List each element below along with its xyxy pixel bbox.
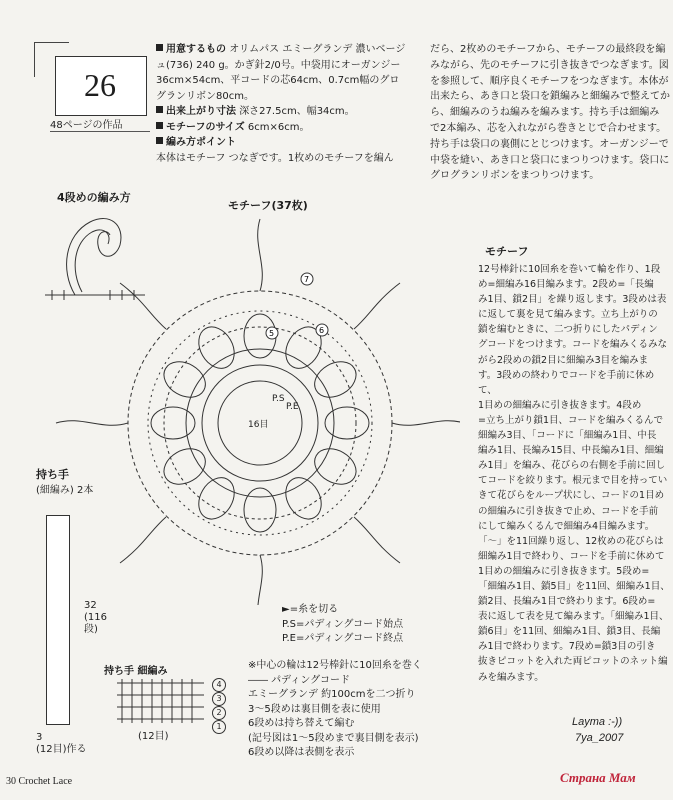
row-marker-2: 2 xyxy=(212,706,226,720)
text-line: 細編み1目で終わり、コードを手前に休めて xyxy=(478,550,665,562)
materials-text: オリムパス エミーグランデ 濃いベージュ(736) 240 g。かぎ針2/0号。中袋用にオーガンジー36cm×54cm、平コードの芯64cm、0.7cm幅のグログランリボン80cm。 xyxy=(156,44,406,102)
text-line: みを編みます。 xyxy=(478,671,544,683)
text-line: 1目めの細編みに引き抜きます。5段め= xyxy=(478,565,650,577)
text-line: にして編みくるんで細編み4目編みます。 xyxy=(478,520,655,532)
handle-chart-title: 持ち手 細編み xyxy=(104,666,168,677)
text-line: で2本編み、芯を入れながら巻きとじで合わせます。 xyxy=(430,122,667,134)
row4-title: 4段めの編み方 xyxy=(57,191,131,204)
text-line: の細編みに引き抜きで止め、コードを手前 xyxy=(478,505,659,517)
text-line: に返して裏を見て編みます。立ち上がりの xyxy=(478,309,658,321)
legend-line: (記号図は1〜5段めまで裏目側を表示) xyxy=(248,732,419,744)
pattern-number: 26 xyxy=(84,67,116,103)
text-line: 鎖6目」を11回、細編み1目、鎖3目、長編 xyxy=(478,626,661,638)
text-line: 表に返して表を見て編みます。「細編み1目、 xyxy=(478,611,669,623)
legend-line: 3〜5段めは裏目側を表に使用 xyxy=(248,703,381,715)
text-line: み1目」を編み、花びらの右側を手前に回し xyxy=(478,460,666,472)
text-line: 鎖2目、長編み1目で終わります。6段め= xyxy=(478,596,656,608)
handle-chart-width: (12目) xyxy=(138,731,169,742)
text-line: 中袋を縫い、あき口と袋口にまつりつけます。袋口に xyxy=(430,154,670,166)
text-line: =立ち上がり鎖1目、コードを編みくるんで xyxy=(478,414,664,426)
watermark: Страна Мам xyxy=(560,770,636,785)
motif-instructions xyxy=(478,262,670,685)
row-marker-1: 1 xyxy=(212,720,226,734)
page-footer: 30 Crochet Lace xyxy=(6,776,73,787)
text-line: きて花びらをループ状にし、コードの1目め xyxy=(478,490,665,502)
motif-size-label: モチーフのサイズ xyxy=(166,121,245,133)
text-line: みながら、先のモチーフに引き抜きでつなぎます。図 xyxy=(430,59,669,71)
header-rule xyxy=(50,131,150,132)
handle-strip xyxy=(46,515,70,725)
center-note xyxy=(248,659,478,761)
legend-line: ►=糸を切る xyxy=(282,604,339,615)
materials-block xyxy=(156,42,408,166)
ps-label: P.S xyxy=(272,394,285,404)
finished-size-label: 出来上がり寸法 xyxy=(166,106,236,117)
motif-diagram xyxy=(40,205,460,605)
motif-instructions-title: モチーフ xyxy=(485,245,529,258)
legend-line: P.E=パディングコード終点 xyxy=(282,633,404,644)
continuation-text xyxy=(430,42,673,184)
finished-size-text: 深さ27.5cm、幅34cm。 xyxy=(239,106,355,117)
legend-line: 6段め以降は表側を表示 xyxy=(248,747,355,758)
page-reference: 48ページの作品 xyxy=(50,120,123,131)
text-line: 12号棒針に10回糸を巻いて輪を作り、1段 xyxy=(478,264,661,275)
text-line: 「〜」を11回繰り返し、12枚めの花びらは xyxy=(478,535,664,547)
text-line: 細編み3目、「コードに「細編み1目、中長 xyxy=(478,430,657,442)
text-line: 編み1目、長編み15目、中長編み1目、細編 xyxy=(478,445,664,457)
handle-height: 32 (116 段) xyxy=(84,600,107,635)
credit-2: 7ya_2007 xyxy=(575,732,624,744)
text-line: ら、細編みのうね編みを編みます。持ち手は細編み xyxy=(430,107,660,119)
pe-label: P.E xyxy=(286,402,299,412)
legend-line: P.S=パディングコード始点 xyxy=(282,618,404,630)
text-line: を参照して、順序良くモチーフをつなぎます。本体が xyxy=(430,75,669,87)
row7-marker: 7 xyxy=(304,275,310,284)
text-line: だら、2枚めのモチーフから、モチーフの最終段を編 xyxy=(430,44,666,55)
credit-1: Layma :-)) xyxy=(572,716,623,728)
center-count: 16目 xyxy=(248,420,269,430)
text-line: 持ち手は袋口の裏側にとじつけます。オーガンジーで xyxy=(430,138,669,150)
handle-title: 持ち手 xyxy=(36,468,69,481)
text-line: がら2段めの鎖2目に細編み3目を編みま xyxy=(478,354,649,366)
row6-marker: 6 xyxy=(319,326,325,335)
row-markers xyxy=(212,678,226,734)
legend-line: エミーグランデ 約100cmを二つ折り xyxy=(248,689,416,700)
text-line: 抜きピコットを入れた両ピコットのネット編 xyxy=(478,656,668,668)
text-line: み1目で終わります。7段め=鎖3目の引き xyxy=(478,641,656,653)
legend-line: ―― パディングコード xyxy=(248,674,350,686)
text-line: てコードを絞ります。根元まで目を持ってい xyxy=(478,475,668,487)
legend xyxy=(282,603,482,647)
handle-chart xyxy=(112,675,212,729)
motif-title: モチーフ(37枚) xyxy=(228,199,308,212)
row-marker-3: 3 xyxy=(212,692,226,706)
handle-width: 3 (12目)作る xyxy=(36,732,87,755)
text-line: グコードをつけます。コードを編みくるみな xyxy=(478,339,668,351)
handle-subtitle: (細編み) 2本 xyxy=(36,485,94,496)
row-marker-4: 4 xyxy=(212,678,226,692)
row5-marker: 5 xyxy=(269,329,275,338)
materials-label: 用意するもの xyxy=(166,44,226,55)
text-line: 出来たら、あき口と袋口を鎖編みと細編みで整えてか xyxy=(430,91,670,103)
legend-line: 6段めは持ち替えて編む xyxy=(248,718,355,729)
text-line: す。3段めの終わりでコードを手前に休めて、 xyxy=(478,369,655,396)
text-line: 1目めの細編みに引き抜きます。4段め xyxy=(478,399,642,411)
points-text: 本体はモチーフ つなぎです。1枚めのモチーフを編ん xyxy=(156,152,394,164)
text-line: グログランリボンをまつりつけます。 xyxy=(430,170,600,182)
motif-size-text: 6cm×6cm。 xyxy=(247,121,310,133)
text-line: み1目、鎖2目」を繰り返します。3段めは表 xyxy=(478,294,667,306)
text-line: め=細編み16目編みます。2段め=「長編 xyxy=(478,279,654,291)
legend-line: ※中心の輪は12号棒針に10回糸を巻く xyxy=(248,660,422,671)
text-line: 鎖を編むときに、二つ折りにしたパディン xyxy=(478,324,658,336)
points-label: 編み方ポイント xyxy=(166,137,236,148)
text-line: 「細編み1目、鎖5目」を11回、細編み1目、 xyxy=(478,580,670,592)
